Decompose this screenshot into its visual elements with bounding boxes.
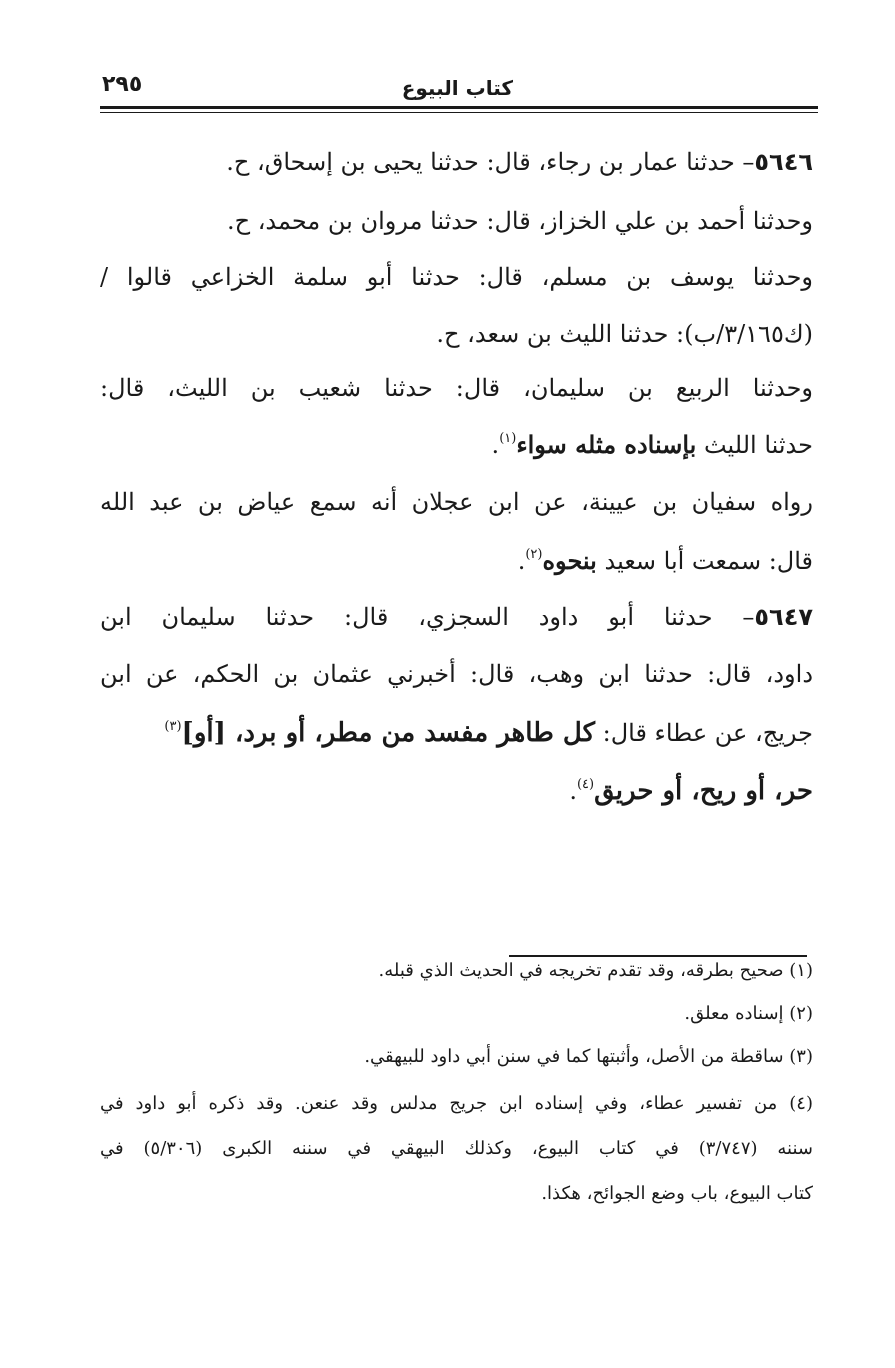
footnote-4-line-1: (٤) من تفسير عطاء، وفي إسناده ابن جريج مدلس وقد عنعن. وقد ذكره أبو داود في (100, 1093, 813, 1114)
hadith-number: ٥٦٤٦ (754, 148, 813, 176)
header-rule (100, 106, 818, 109)
hadith-5647-line-2: داود، قال: حدثنا ابن وهب، قال: أخبرني عثمان بن الحكم، عن ابن (100, 660, 813, 688)
hadith-5646-line-1: ٥٦٤٦– حدثنا عمار بن رجاء، قال: حدثنا يحيى بن إسحاق، ح. (226, 148, 813, 176)
footnote-separator (509, 955, 807, 957)
matn-text: بإسناده مثله سواء (516, 430, 697, 459)
header-rule-thin (100, 112, 818, 113)
page-number: ٢٩٥ (102, 72, 143, 97)
hadith-5647-line-4: حر، أو ريح، أو حريق$^{(٤)}$. (569, 776, 813, 806)
footnote-3: (٣) ساقطة من الأصل، وأثبتها كما في سنن أبي داود للبيهقي. (364, 1046, 813, 1067)
matn-text: حر، أو ريح، أو حريق (594, 776, 813, 806)
footnote-ref: (١) (499, 431, 517, 446)
hadith-5646-line-4: (ك٣/١٦٥/ب): حدثنا الليث بن سعد، ح. (436, 320, 813, 348)
footnote-ref: (٣) (164, 719, 182, 734)
hadith-number: ٥٦٤٧ (754, 603, 813, 631)
hadith-5646-line-3: وحدثنا يوسف بن مسلم، قال: حدثنا أبو سلمة الخزاعي قالوا / (100, 263, 813, 291)
hadith-5647-line-3: جريج، عن عطاء قال: كل طاهر مفسد من مطر، أو برد، [أو]$^{(٣)}$ (164, 718, 813, 748)
hadith-5646-line-2: وحدثنا أحمد بن علي الخزاز، قال: حدثنا مروان بن محمد، ح. (226, 207, 813, 235)
footnote-2: (٢) إسناده معلق. (684, 1003, 813, 1024)
hadith-5646-line-5: وحدثنا الربيع بن سليمان، قال: حدثنا شعيب بن الليث، قال: (100, 374, 813, 402)
hadith-5647-line-1: ٥٦٤٧– حدثنا أبو داود السجزي، قال: حدثنا سليمان ابن (100, 603, 813, 631)
running-title: كتاب البيوع (401, 76, 513, 100)
matn-text: بنحوه (542, 546, 597, 575)
footnote-1: (١) صحيح بطرقه، وقد تقدم تخريجه في الحديث الذي قبله. (378, 960, 813, 981)
hadith-5646-line-6: حدثنا الليث بإسناده مثله سواء$^{(١)}$. (491, 430, 813, 459)
footnote-4-line-3: كتاب البيوع، باب وضع الجوائح، هكذا. (541, 1183, 813, 1204)
hadith-5646-line-7: رواه سفيان بن عيينة، عن ابن عجلان أنه سمع عياض بن عبد الله (100, 488, 813, 516)
footnote-4-line-2: سننه (٣/٧٤٧) في كتاب البيوع، وكذلك البيهقي في سننه الكبرى (٥/٣٠٦) في (100, 1138, 814, 1159)
footnote-ref: (٤) (576, 777, 595, 792)
hadith-5646-line-8: قال: سمعت أبا سعيد بنحوه$^{(٢)}$. (517, 546, 813, 575)
footnote-ref: (٢) (525, 547, 543, 562)
matn-text: كل طاهر مفسد من مطر، أو برد، [أو] (181, 718, 595, 748)
